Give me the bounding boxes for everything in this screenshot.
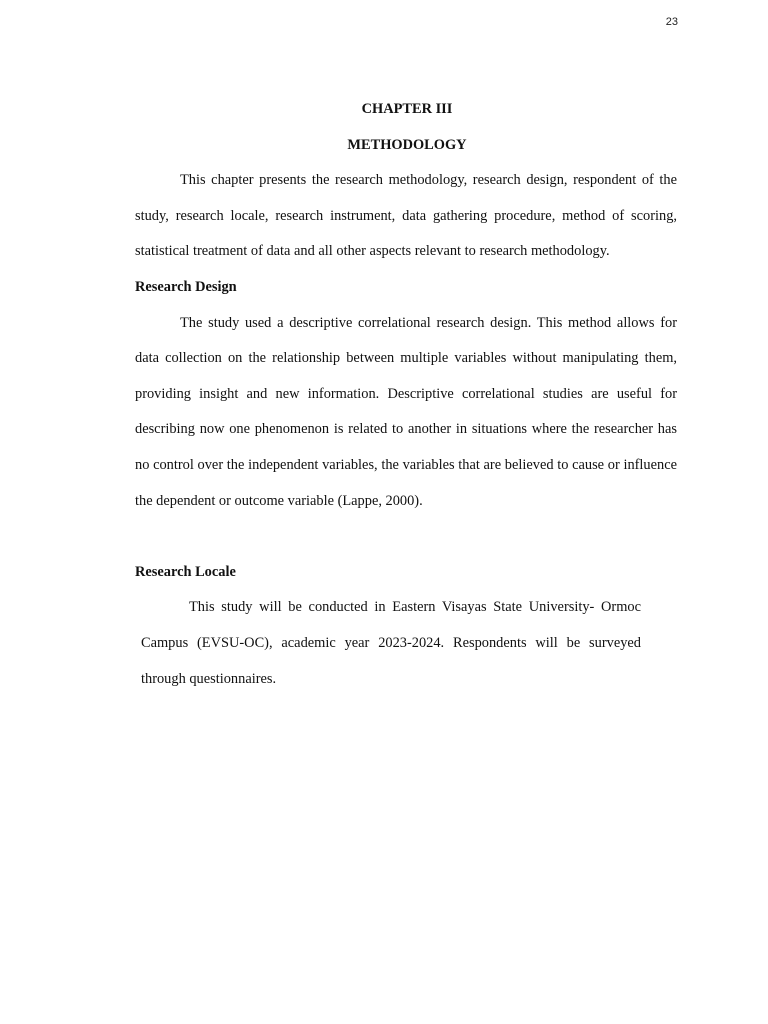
section-heading-research-design: Research Design [135,278,237,295]
page-number: 23 [665,16,678,28]
page-content [135,92,677,697]
research-locale-block [141,590,641,697]
research-locale-paragraph: This study will be conducted in Eastern Visayas State University- Ormoc Campus (EVSU-OC), academic year 2023-2024. Respondents will be surveyed through questionnaires. [141,599,641,687]
chapter-intro-paragraph: This chapter presents the research methodology, research design, respondent of the study, research locale, research instrument, data gathering procedure, method of scoring, statistical treatment of data and all other aspects relevant to research methodology. [135,172,677,260]
research-design-paragraph: The study used a descriptive correlational research design. This method allows for data collection on the relationship between multiple variables without manipulating them, providing insight and new information. Descriptive correlational studies are useful for describing now one phenomenon is related to another in situations where the researcher has no control over the independent variables, the variables that are believed to cause or influence the dependent or outcome variable (Lappe, 2000). [135,314,677,509]
chapter-subtitle: METHODOLOGY [347,136,467,153]
section-spacer [135,519,677,555]
chapter-title: CHAPTER III [361,101,453,117]
section-heading-research-locale: Research Locale [135,563,236,580]
